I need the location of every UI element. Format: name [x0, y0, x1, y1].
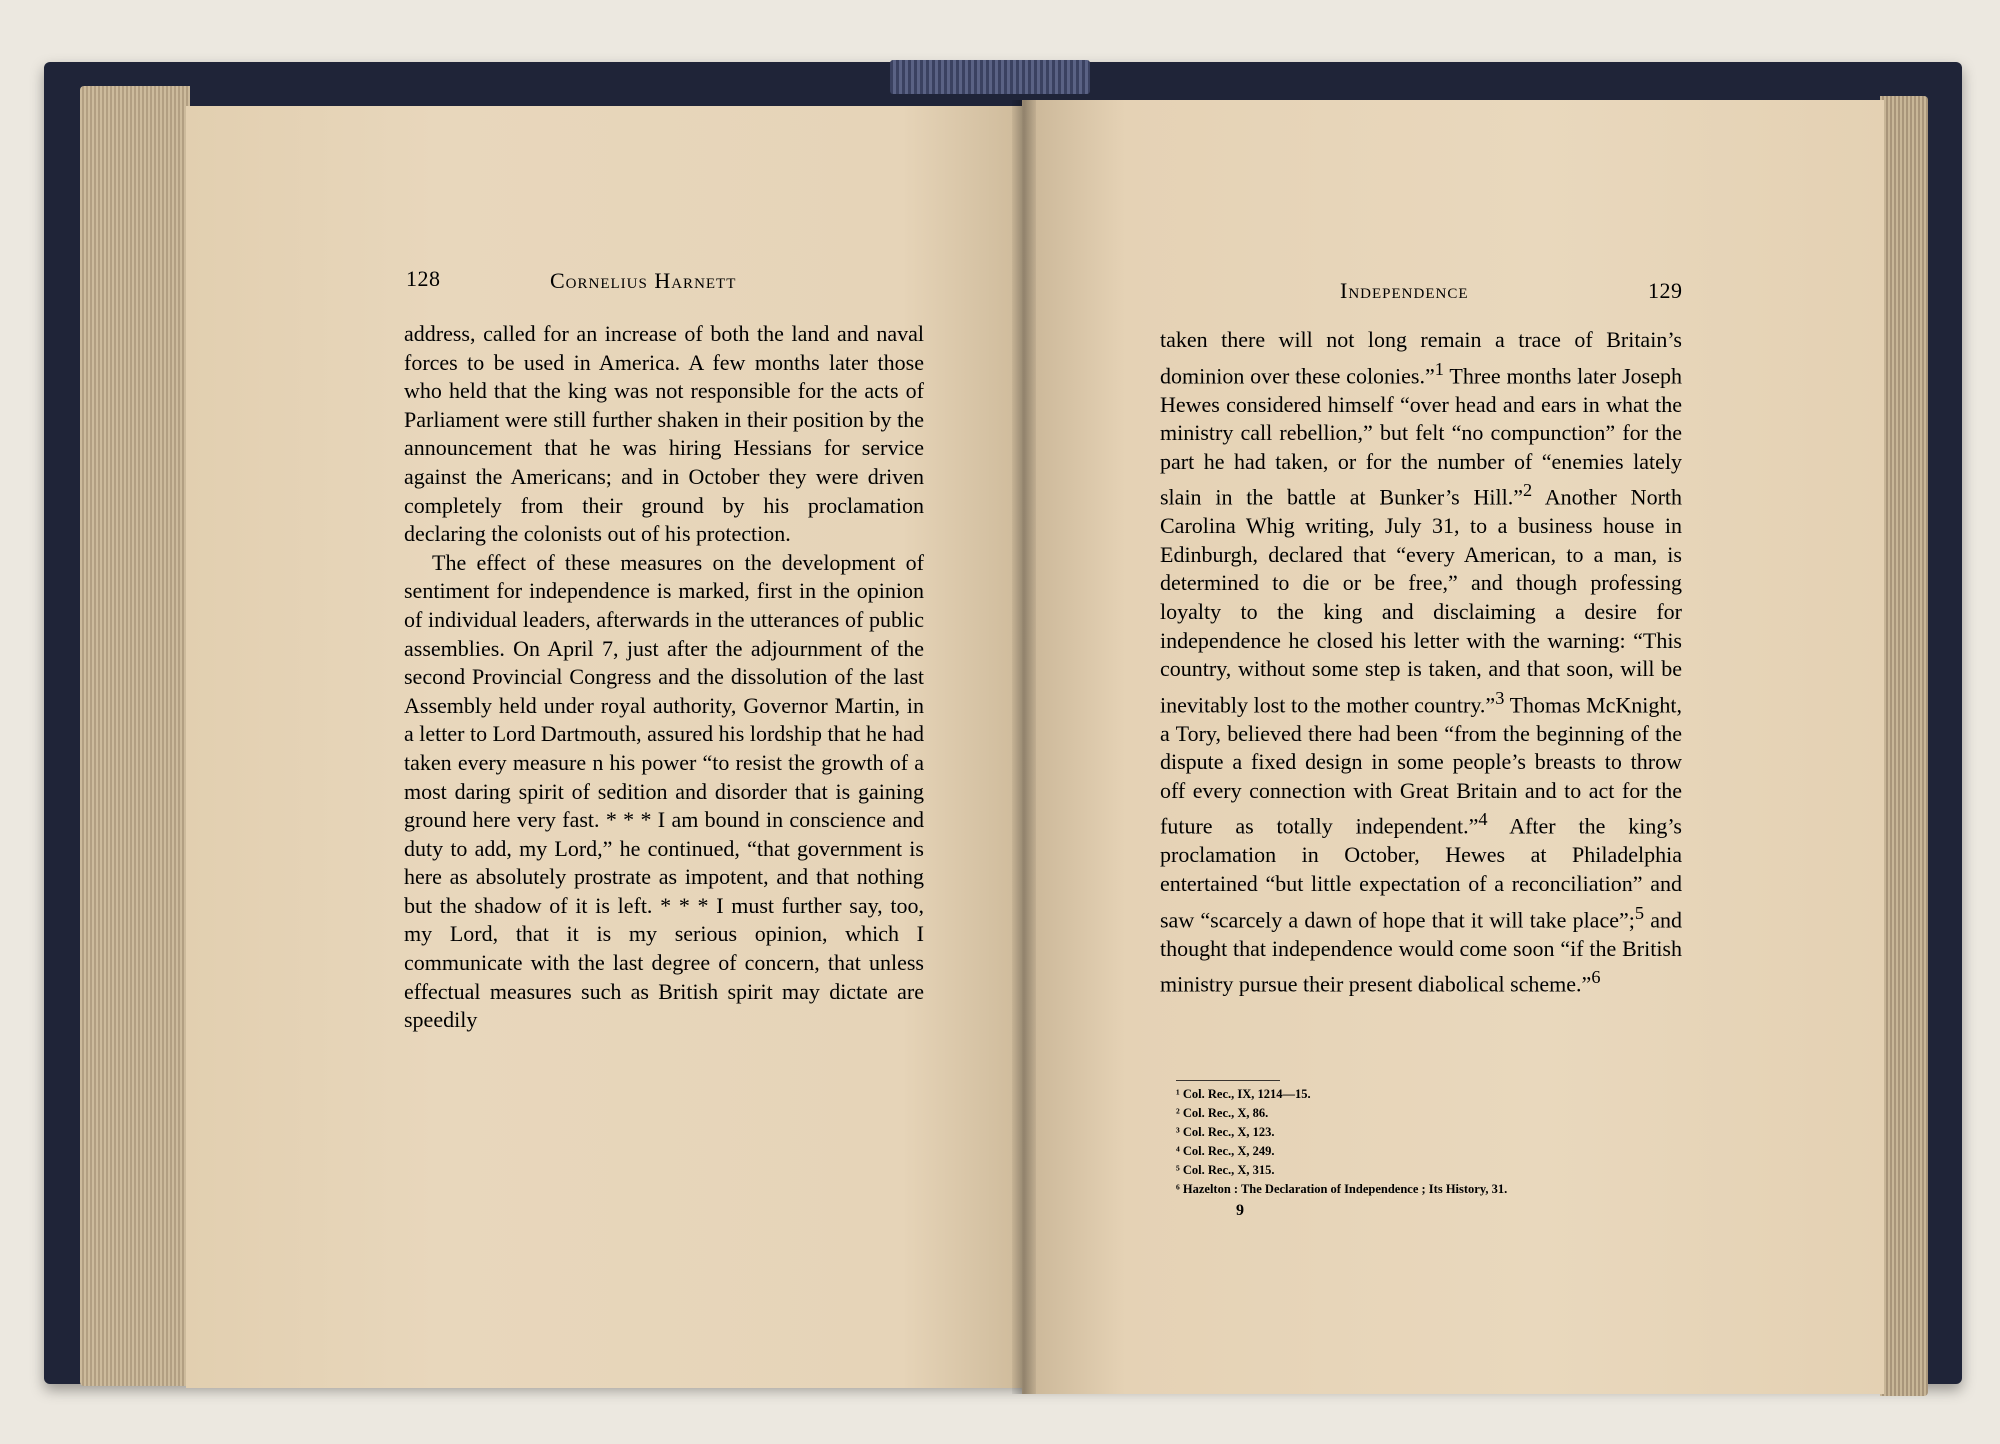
right-text-segment: taken there will not long remain a trace of Britain’s dominion over these colonies.” [1160, 327, 1682, 388]
right-running-head: Independence [1340, 278, 1469, 303]
page-edges-left [80, 86, 190, 1386]
footnote-ref-6: 6 [1591, 967, 1601, 988]
page-edges-right [1880, 96, 1928, 1396]
footnote-ref-1: 1 [1434, 358, 1444, 379]
right-text-segment: and thought that independence would come soon “if the British ministry pursue their present diabolical scheme.” [1160, 906, 1682, 997]
footnote-rule [1176, 1080, 1280, 1081]
left-page-body [404, 320, 924, 1035]
footnote-ref-3: 3 [1495, 687, 1505, 708]
right-text-segment: Another North Carolina Whig writing, July 31, to a business house in Edinburgh, declared that “every American, to a man, is determined to die or be free,” and though professing loyalty to the king and disclaiming a desire for independence he closed his letter with the warning: “This country, without some step is taken, and that soon, will be inevitably lost to the mother country.” [1160, 484, 1683, 718]
footnotes [1176, 1080, 1696, 1199]
footnote-1: ¹ Col. Rec., IX, 1214—15. [1176, 1087, 1311, 1101]
footnote-ref-5: 5 [1634, 902, 1645, 923]
spine-headband [890, 60, 1090, 94]
right-text-segment: After the king’s proclamation in October, Hewes at Philadelphia entertained “but little expectation of a reconciliation” and saw “scarcely a dawn of hope that it will take place”; [1160, 813, 1682, 932]
left-paragraph-1: address, called for an increase of both the land and naval forces to be used in America. A few months later those who held that the king was not responsible for the acts of Parliament were still further shaken in their position by the announcement that he was hiring Hessians for service against the Americans; and in October they were driven completely from their ground by his proclamation declaring the colonists out of his protection. [404, 321, 924, 547]
left-paragraph-2: The effect of these measures on the development of sentiment for independence is marked, first in the opinion of individual leaders, afterwards in the utterances of public assemblies. On April 7, just after the adjournment of the second Provincial Congress and the dissolution of the last Assembly held under royal authority, Governor Martin, in a letter to Lord Dartmouth, assured his lordship that he had taken every measure n his power “to resist the growth of a most daring spirit of sedition and disorder that is gaining ground here very fast. * * * I am bound in conscience and duty to add, my Lord,” he continued, “that government is here as absolutely prostrate as impotent, and that nothing but the shadow of it is left. * * * I must further say, too, my Lord, that it is my serious opinion, which I communicate with the last degree of concern, that unless effectual measures such as British spirit may dictate are speedily [404, 549, 924, 1033]
right-text-segment: Thomas McKnight, a Tory, believed there had been “from the beginning of the dispute a fixed design in some people’s breasts to throw off every connection with Great Britain and to act for the future as totally independent.” [1160, 692, 1683, 839]
right-paragraph [1160, 326, 1682, 999]
left-running-head: Cornelius Harnett [550, 268, 737, 293]
right-page-number: 129 [1648, 278, 1683, 303]
book-gutter [1012, 100, 1036, 1394]
right-text-segment: Three months later Joseph Hewes considered himself “over head and ears in what the ministry call rebellion,” but felt “no compunction” for the part he had taken, or for the number of “enemies lately slain in the battle at Bunker’s Hill.” [1160, 362, 1682, 510]
footnote-2: ² Col. Rec., X, 86. [1176, 1106, 1269, 1120]
footnote-ref-2: 2 [1522, 480, 1533, 501]
right-page-body [1160, 326, 1682, 999]
left-page-number: 128 [406, 266, 441, 291]
footnote-5: ⁵ Col. Rec., X, 315. [1176, 1163, 1275, 1177]
footnote-4: ⁴ Col. Rec., X, 249. [1176, 1144, 1275, 1158]
footnote-ref-4: 4 [1478, 809, 1488, 830]
footnote-3: ³ Col. Rec., X, 123. [1176, 1125, 1275, 1139]
footnote-6: ⁶ Hazelton : The Declaration of Independence ; Its History, 31. [1176, 1182, 1508, 1196]
signature-mark: 9 [1236, 1202, 1244, 1219]
